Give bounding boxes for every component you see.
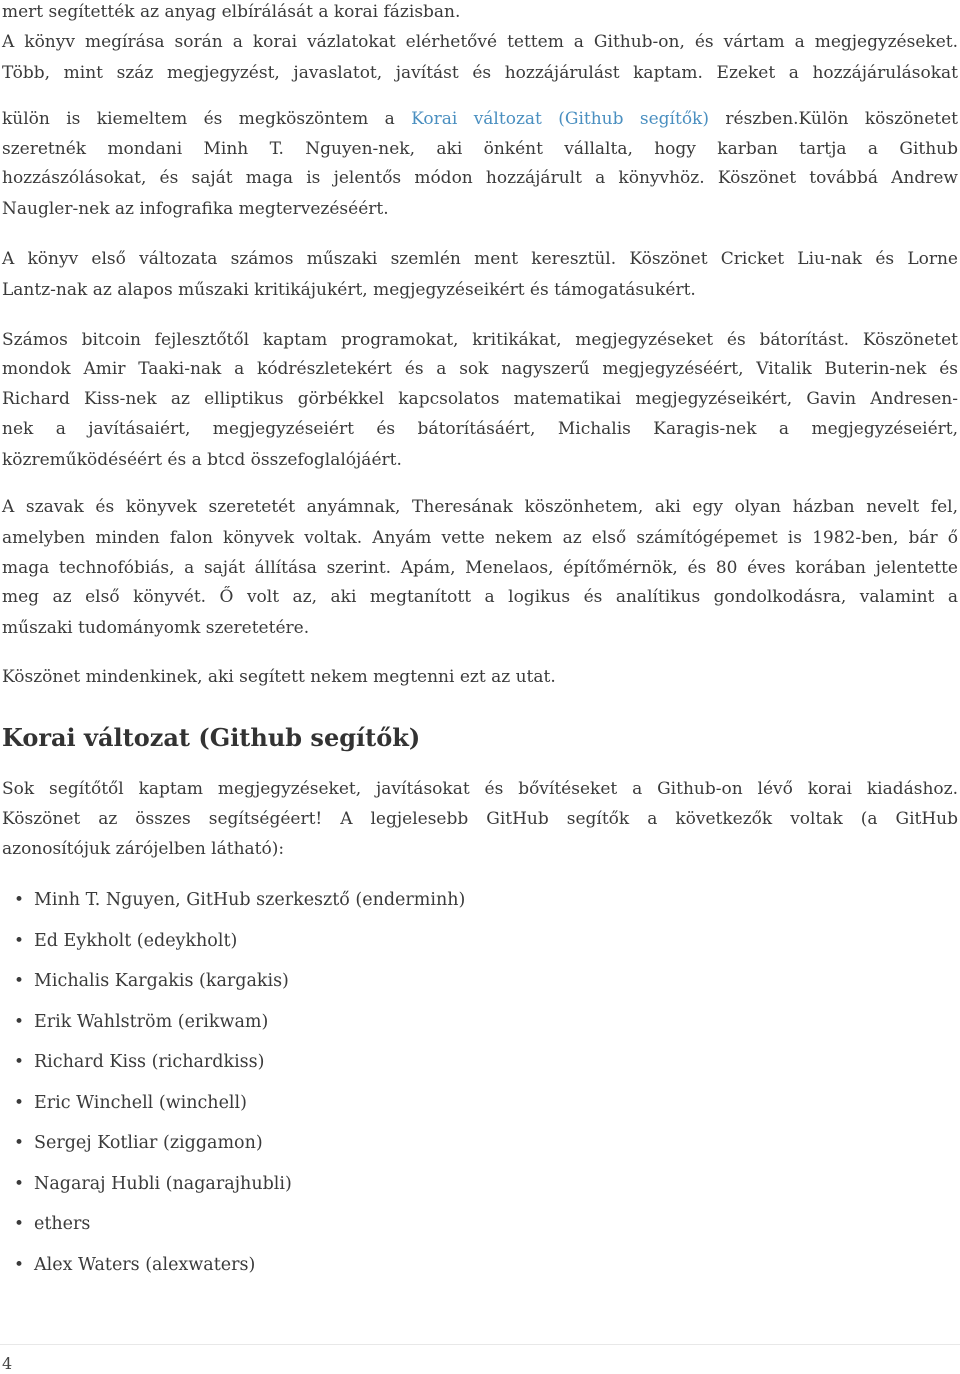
paragraph-4-line-2: amelyben minden falon könyvek voltak. Anyám vette nekem az első számítógépemet is 1982-ben, bár ő (2, 528, 958, 548)
paragraph-1-line-1: A könyv megírása során a korai vázlatokat elérhetővé tettem a Github-on, és vártam a megjegyzéseket. (2, 32, 958, 52)
list-item (0, 1047, 465, 1088)
contributor-name: Erik Wahlström (erikwam) (34, 1011, 269, 1032)
contributor-name: Michalis Kargakis (kargakis) (34, 971, 289, 991)
bullet-icon: • (14, 1133, 25, 1153)
paragraph-3-line-5: közreműködéséért és a btcd összefoglalójáért. (2, 450, 402, 470)
paragraph-1-line-2: Több, mint száz megjegyzést, javaslatot, javítást és hozzájárulást kaptam. Ezeket a hozzájárulásokat (2, 63, 958, 83)
bullet-icon: • (14, 1173, 25, 1194)
paragraph-1-line-4: szeretnék mondani Minh T. Nguyen-nek, aki önként vállalta, hogy karban tartja a Github (2, 139, 958, 159)
contributor-name: Alex Waters (alexwaters) (34, 1254, 256, 1275)
paragraph-2-line-1: A könyv első változata számos műszaki szemlén ment keresztül. Köszönet Cricket Liu-nak és Lorne (2, 249, 958, 269)
paragraph-1-line-6: Naugler-nek az infografika megtervezéséért. (2, 199, 389, 219)
list-item (0, 926, 465, 967)
bullet-icon: • (14, 1092, 25, 1113)
bullet-icon: • (14, 1052, 25, 1072)
list-item (0, 1088, 465, 1129)
paragraph-4-line-5: műszaki tudományomk szeretetére. (2, 618, 310, 638)
contributor-name: Minh T. Nguyen, GitHub szerkesztő (enderminh) (34, 890, 466, 910)
section-intro-line-1: Sok segítőtől kaptam megjegyzéseket, javításokat és bővítéseket a Github-on lévő korai kiadáshoz. (2, 779, 958, 799)
paragraph-1-line-3-after: részben.Külön köszönetet (709, 109, 959, 129)
paragraph-3-line-1: Számos bitcoin fejlesztőtől kaptam programokat, kritikákat, megjegyzéseket és bátorítást. Köszönetet (2, 330, 958, 350)
paragraph-1-line-3-before: külön is kiemeltem és megköszöntem a (2, 109, 412, 129)
paragraph-2-line-2: Lantz-nak az alapos műszaki kritikájukért, megjegyzéseikért és támogatásukért. (2, 280, 696, 300)
contributor-name: Sergej Kotliar (ziggamon) (34, 1133, 263, 1153)
list-item (0, 1169, 465, 1210)
page-number: 4 (2, 1354, 13, 1373)
paragraph-thanks-everyone: Köszönet mindenkinek, aki segített nekem megtenni ezt az utat. (2, 667, 556, 687)
list-item (0, 1007, 465, 1048)
bullet-icon: • (14, 1254, 25, 1275)
list-item (0, 1128, 465, 1169)
paragraph-0-line-1: mert segítették az anyag elbírálását a korai fázisban. (2, 2, 461, 22)
contributor-name: ethers (34, 1214, 91, 1234)
paragraph-3-line-2: mondok Amir Taaki-nak a kódrészletekért és a sok nagyszerű megjegyzéséért, Vitalik Buterin-nek és (2, 359, 958, 379)
bullet-icon: • (14, 1214, 25, 1234)
paragraph-3-line-3: Richard Kiss-nek az elliptikus görbékkel kapcsolatos matematikai megjegyzéseikért, Gavin Andresen- (2, 389, 958, 409)
contributor-name: Nagaraj Hubli (nagarajhubli) (34, 1173, 292, 1194)
section-intro-line-3: azonosítójuk zárójelben látható): (2, 839, 285, 859)
bullet-icon: • (14, 971, 25, 991)
list-item (0, 1250, 465, 1291)
list-item (0, 885, 465, 926)
contributor-name: Ed Eykholt (edeykholt) (34, 930, 238, 951)
paragraph-4-line-1: A szavak és könyvek szeretetét anyámnak, Theresának köszönhetem, aki egy olyan házban nevelt fel, (2, 497, 958, 517)
section-heading: Korai változat (Github segítők) (2, 723, 421, 752)
paragraph-4-line-3: maga technofóbiás, a saját állítása szerint. Apám, Menelaos, építőmérnök, és 80 éves korában jelentette (2, 558, 958, 578)
bullet-icon: • (14, 890, 25, 910)
paragraph-4-line-4: meg az első könyvét. Ő volt az, aki megtanított a logikus és analítikus gondolkodásra, valamint a (2, 587, 958, 607)
list-item (0, 966, 465, 1007)
paragraph-1-line-5: hozzászólásokat, és saját maga is jelentős módon hozzájárult a könyvhöz. Köszönet továbbá Andrew (2, 168, 958, 188)
contributor-name: Eric Winchell (winchell) (34, 1092, 247, 1113)
paragraph-1-line-3 (2, 104, 958, 134)
section-link-github-contributors[interactable]: Korai változat (Github segítők) (411, 109, 709, 129)
contributors-list (0, 885, 465, 1290)
bullet-icon: • (14, 1011, 25, 1032)
list-item (0, 1209, 465, 1250)
section-intro-line-2: Köszönet az összes segítségéert! A legjelesebb GitHub segítők a következők voltak (a GitHub (2, 809, 958, 829)
footer-divider (0, 1344, 960, 1345)
contributor-name: Richard Kiss (richardkiss) (34, 1052, 265, 1072)
bullet-icon: • (14, 930, 25, 951)
paragraph-3-line-4: nek a javításaiért, megjegyzéseiért és bátorításáért, Michalis Karagis-nek a megjegyzéseiért, (2, 419, 958, 439)
